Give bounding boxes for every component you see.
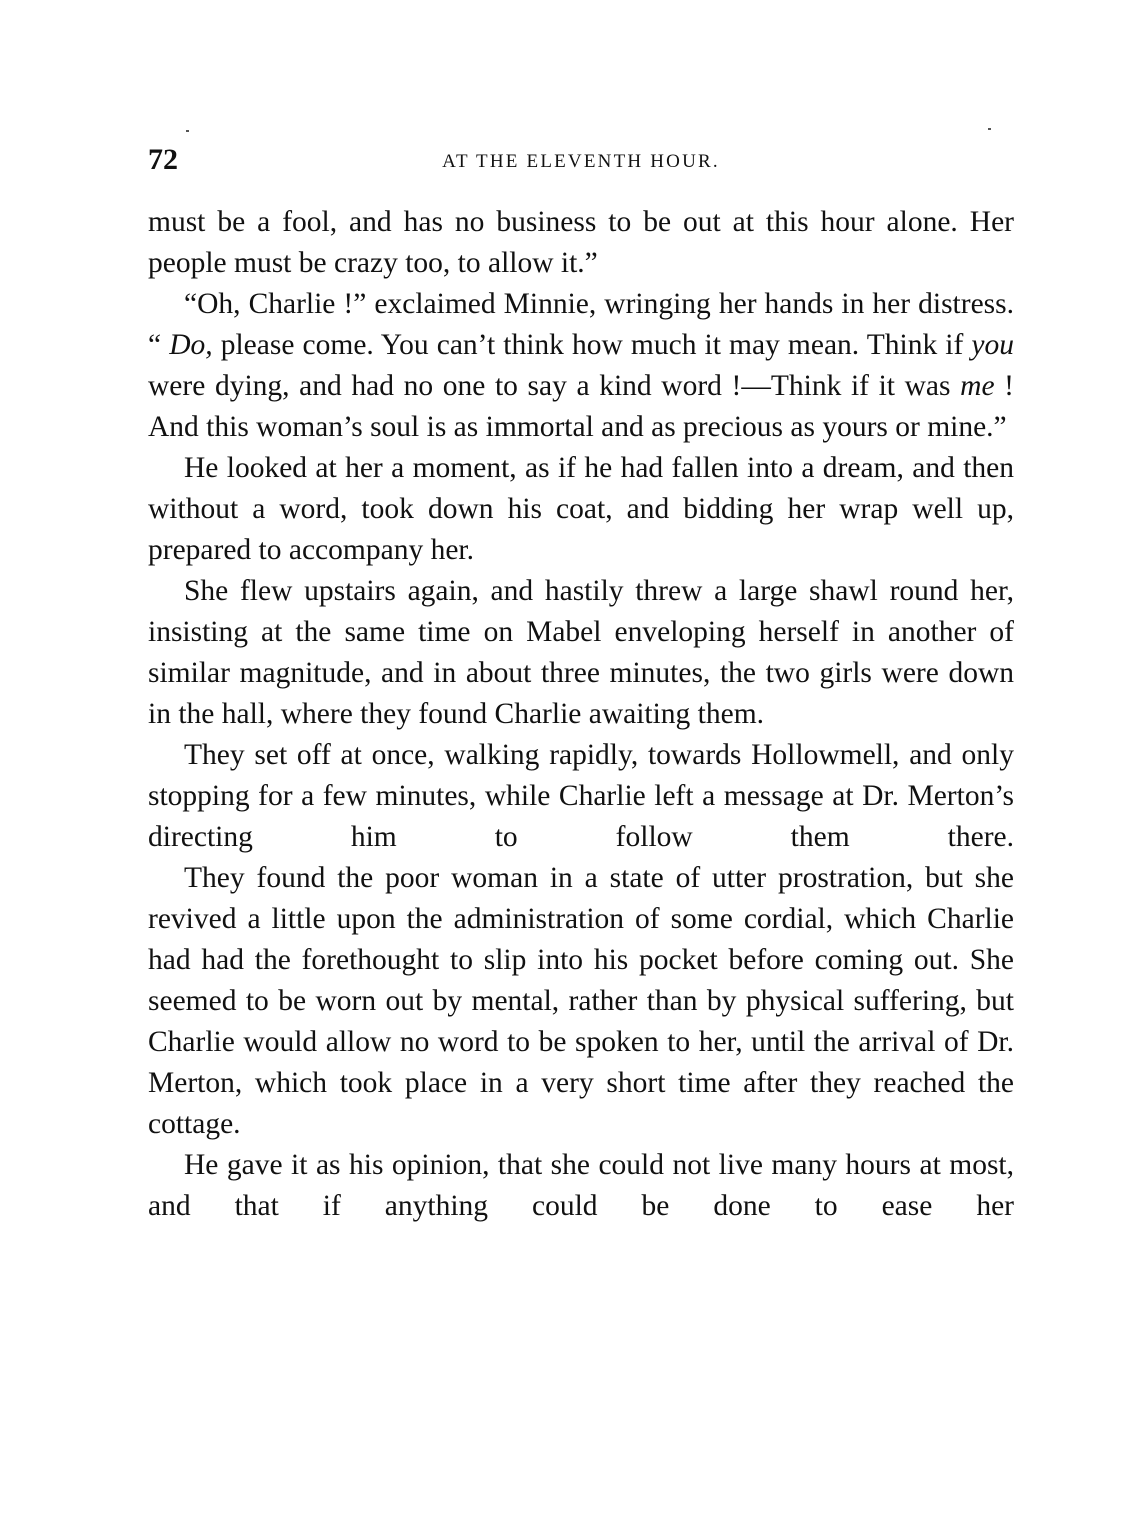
text-segment: must be a fool, and has no business to be out at this hour alone. Her people must be crazy too, to allow it.”: [148, 206, 1014, 279]
running-title: AT THE ELEVENTH HOUR.: [442, 151, 720, 172]
text-segment: “Oh, Charlie !” exclaimed Minnie, wringing her hands in her distress. “: [148, 288, 1014, 361]
text-segment: She flew upstairs again, and hastily threw a large shawl round her, insisting at the same time on Mabel enveloping herself in another of similar magnitude, and in about three minutes, the two girls were down in the hall, where they found Charlie awaiting them.: [148, 575, 1014, 730]
text-segment: please come. You can’t think how much it may mean. Think if: [212, 329, 972, 361]
print-speck: [988, 128, 991, 130]
text-segment: They found the poor woman in a state of utter prostration, but she revived a little upon the administration of some cordial, which Charlie had had the forethought to slip into his pocket before coming out. She seemed to be worn out by mental, rather than by physical suffering, but Charlie would allow no word to be spoken to her, until the arrival of Dr. Merton, which took place in a very short time after they reached the cottage.: [148, 862, 1014, 1140]
paragraph: [148, 1145, 1014, 1227]
italic-text: you: [971, 329, 1015, 361]
text-segment: He gave it as his opinion, that she could not live many hours at most, and that if anything could be done to ease her: [148, 1149, 1014, 1222]
paragraph: [148, 284, 1014, 448]
print-speck: [186, 130, 189, 132]
text-segment: He looked at her a moment, as if he had fallen into a dream, and then without a word, took down his coat, and bidding her wrap well up, prepared to accompany her.: [148, 452, 1014, 566]
paragraph: [148, 571, 1014, 735]
paragraph: [148, 448, 1014, 571]
paragraph-continued: [148, 202, 1014, 284]
text-segment: were dying, and had no one to say a kind word !—Think if it was: [148, 370, 961, 402]
italic-text: Do,: [169, 329, 213, 361]
running-head: [148, 140, 1014, 190]
page-number: 72: [148, 143, 178, 176]
text-segment: They set off at once, walking rapidly, towards Hollowmell, and only stopping for a few minutes, while Charlie left a message at Dr. Merton’s directing him to follow them there.: [148, 739, 1014, 853]
text-segment: ! And this woman’s soul is as immortal and as precious as yours or mine.”: [148, 370, 1015, 443]
book-page: [148, 140, 1014, 1227]
paragraph: [148, 858, 1014, 1145]
italic-text: me: [960, 370, 995, 402]
body-text: [148, 202, 1014, 1227]
paragraph: [148, 735, 1014, 858]
